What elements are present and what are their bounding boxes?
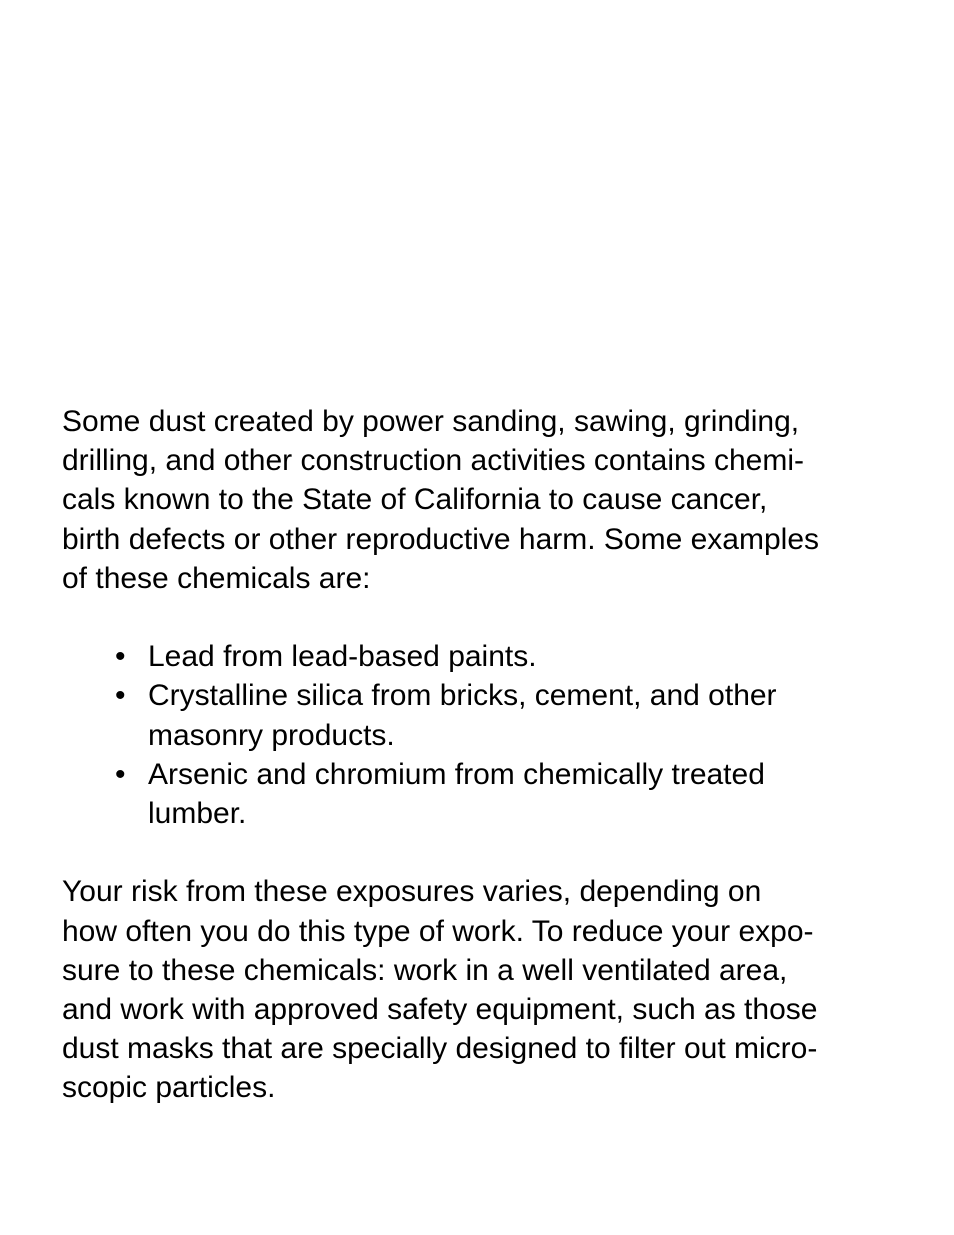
- intro-line: Some dust created by power sanding, sawing, grinding,: [62, 405, 800, 438]
- list-item-line: lumber.: [148, 797, 247, 831]
- closing-paragraph: [62, 872, 902, 1107]
- bullet-icon: •: [115, 757, 126, 791]
- intro-line: of these chemicals are:: [62, 561, 371, 595]
- intro-line: birth defects or other reproductive harm. Some examples: [62, 522, 820, 556]
- intro-paragraph: [62, 402, 902, 598]
- closing-line: scopic particles.: [62, 1071, 276, 1105]
- list-item-line: masonry products.: [148, 718, 395, 752]
- closing-line: sure to these chemicals: work in a well ventilated area,: [62, 953, 788, 987]
- closing-line: how often you do this type of work. To reduce your expo-: [62, 914, 814, 948]
- closing-line: and work with approved safety equipment, such as those: [62, 993, 818, 1027]
- closing-line: dust masks that are specially designed to filter out micro-: [62, 1032, 818, 1066]
- closing-line: Your risk from these exposures varies, depending on: [62, 875, 762, 909]
- intro-line: drilling, and other construction activities contains chemi-: [62, 444, 805, 478]
- list-item-lead: [115, 637, 902, 676]
- list-item-line: Lead from lead-based paints.: [148, 640, 537, 674]
- list-item-silica: [115, 676, 902, 754]
- list-item-line: Arsenic and chromium from chemically treated: [148, 757, 765, 791]
- list-item-line: Crystalline silica from bricks, cement, and other: [148, 679, 777, 713]
- chemical-examples-list: [62, 637, 902, 833]
- bullet-icon: •: [115, 640, 126, 674]
- warning-text-block: [62, 402, 902, 1108]
- bullet-icon: •: [115, 679, 126, 713]
- intro-line: cals known to the State of California to cause cancer,: [62, 483, 768, 517]
- list-item-arsenic: [115, 755, 902, 833]
